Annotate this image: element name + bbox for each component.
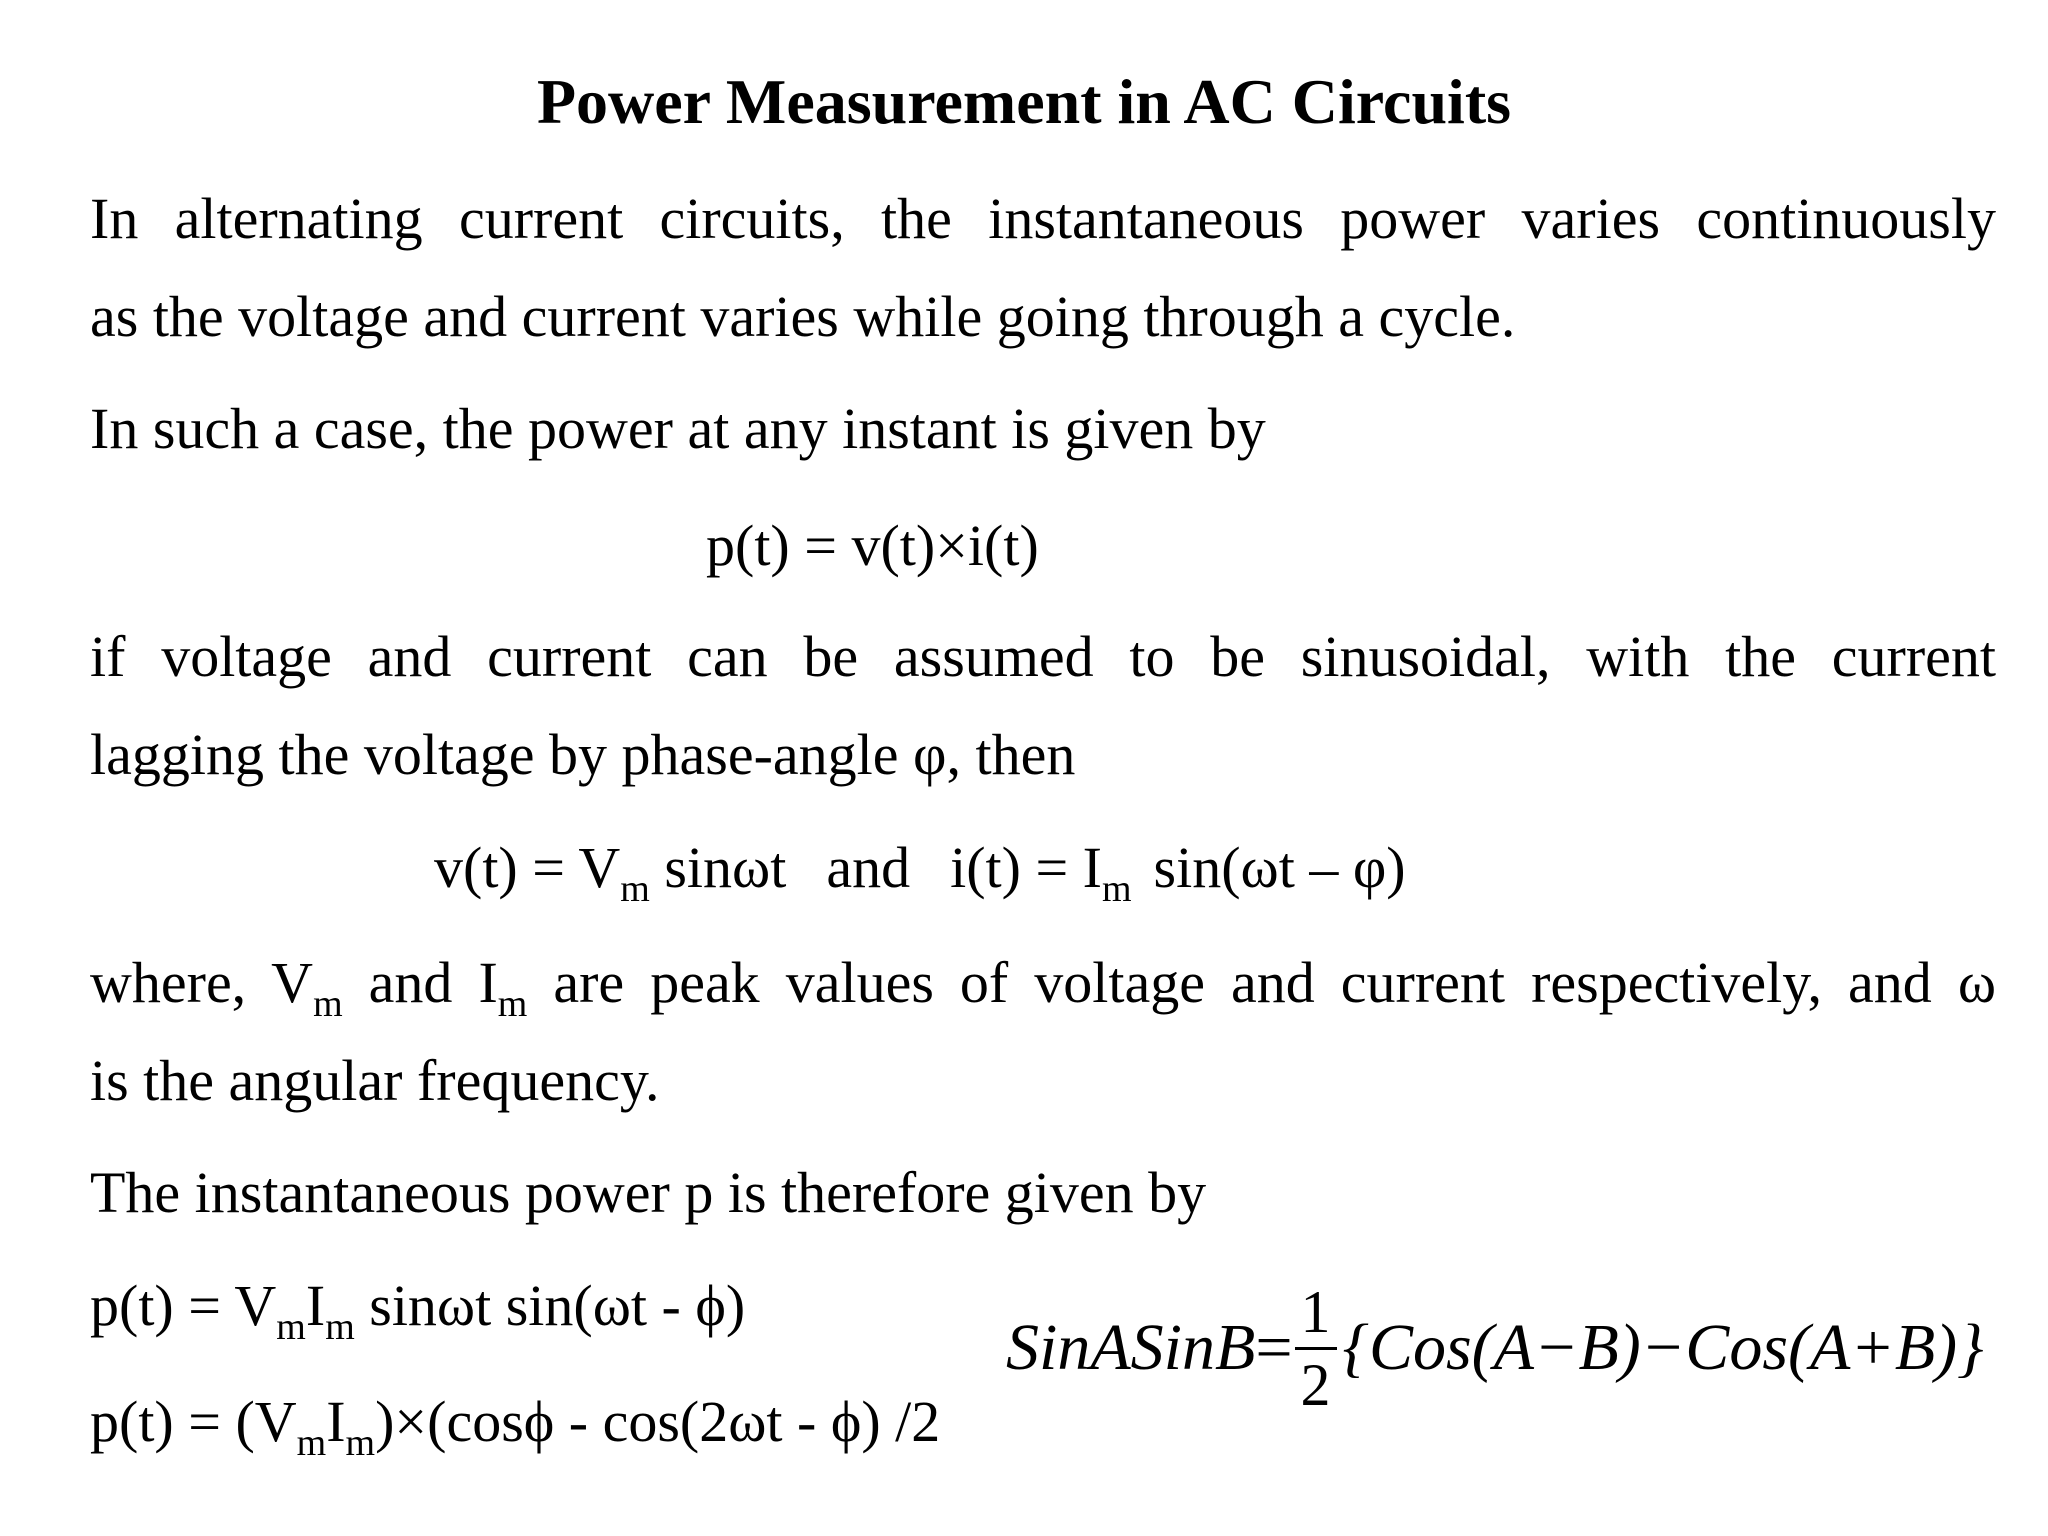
p2-part-c: )×(cosϕ - cos(2ωt - ϕ) /2 bbox=[375, 1389, 941, 1454]
v-eq-left: v(t) = V bbox=[434, 835, 621, 900]
sinusoid-paragraph bbox=[90, 608, 1996, 804]
p1-sub-b: m bbox=[325, 1306, 355, 1348]
trig-identity bbox=[1006, 1268, 1984, 1428]
and-word: and bbox=[826, 835, 911, 900]
where-part-3: are peak values of voltage and current respectively, and ω bbox=[527, 950, 1996, 1015]
i-eq-sub: m bbox=[1101, 868, 1132, 910]
where-sub-2: m bbox=[497, 983, 528, 1025]
where-part-1: where, V bbox=[90, 950, 314, 1015]
therefore-text: The instantaneous power p is therefore given by bbox=[90, 1160, 1207, 1225]
fraction-denominator: 2 bbox=[1300, 1351, 1331, 1418]
where-paragraph bbox=[90, 934, 1996, 1130]
identity-rhs: {Cos(A−B)−Cos(A+B)} bbox=[1342, 1311, 1984, 1384]
power-product-equation: p(t) = v(t)×i(t) bbox=[706, 513, 1039, 578]
i-eq-right: sin(ωt – φ) bbox=[1153, 835, 1406, 900]
p2-part-b: I bbox=[326, 1389, 346, 1454]
fraction-numerator: 1 bbox=[1300, 1278, 1331, 1345]
fraction-bar bbox=[1295, 1347, 1337, 1350]
p1-part-c: sinωt sin(ωt - ϕ) bbox=[354, 1273, 746, 1338]
p1-sub-a: m bbox=[276, 1306, 306, 1348]
p1-part-b: I bbox=[305, 1273, 326, 1338]
intro-line-1: In alternating current circuits, the instantaneous power varies continuously bbox=[90, 186, 1996, 251]
p1-part-a: p(t) = V bbox=[90, 1273, 277, 1338]
case-paragraph bbox=[90, 380, 1996, 478]
where-sub-1: m bbox=[313, 983, 343, 1025]
sinusoid-line-1: if voltage and current can be assumed to be sinusoidal, with the current bbox=[90, 624, 1996, 689]
i-eq-left: i(t) = I bbox=[950, 835, 1102, 900]
instantaneous-power-equation-2 bbox=[90, 1382, 940, 1462]
p2-sub-a: m bbox=[296, 1422, 327, 1464]
intro-paragraph bbox=[90, 170, 1996, 366]
where-line-1 bbox=[90, 934, 1996, 1032]
identity-lhs: SinASinB bbox=[1006, 1311, 1256, 1384]
v-eq-sub: m bbox=[620, 868, 650, 910]
where-line-2: is the angular frequency. bbox=[90, 1048, 660, 1113]
therefore-paragraph bbox=[90, 1144, 1996, 1242]
intro-line-2: as the voltage and current varies while going through a cycle. bbox=[90, 284, 1516, 349]
identity-equals: = bbox=[1255, 1311, 1293, 1384]
identity-fraction bbox=[1295, 1279, 1337, 1418]
sinusoid-line-2: lagging the voltage by phase-angle φ, then bbox=[90, 722, 1076, 787]
p2-sub-b: m bbox=[345, 1422, 376, 1464]
slide-title: Power Measurement in AC Circuits bbox=[536, 66, 1512, 137]
p2-part-a: p(t) = (V bbox=[90, 1389, 297, 1454]
v-eq-right: sinωt bbox=[649, 835, 787, 900]
instantaneous-power-equation-1 bbox=[90, 1266, 745, 1346]
case-text: In such a case, the power at any instant is given by bbox=[90, 396, 1266, 461]
where-part-2: and I bbox=[342, 950, 498, 1015]
voltage-current-equation bbox=[434, 828, 1406, 908]
